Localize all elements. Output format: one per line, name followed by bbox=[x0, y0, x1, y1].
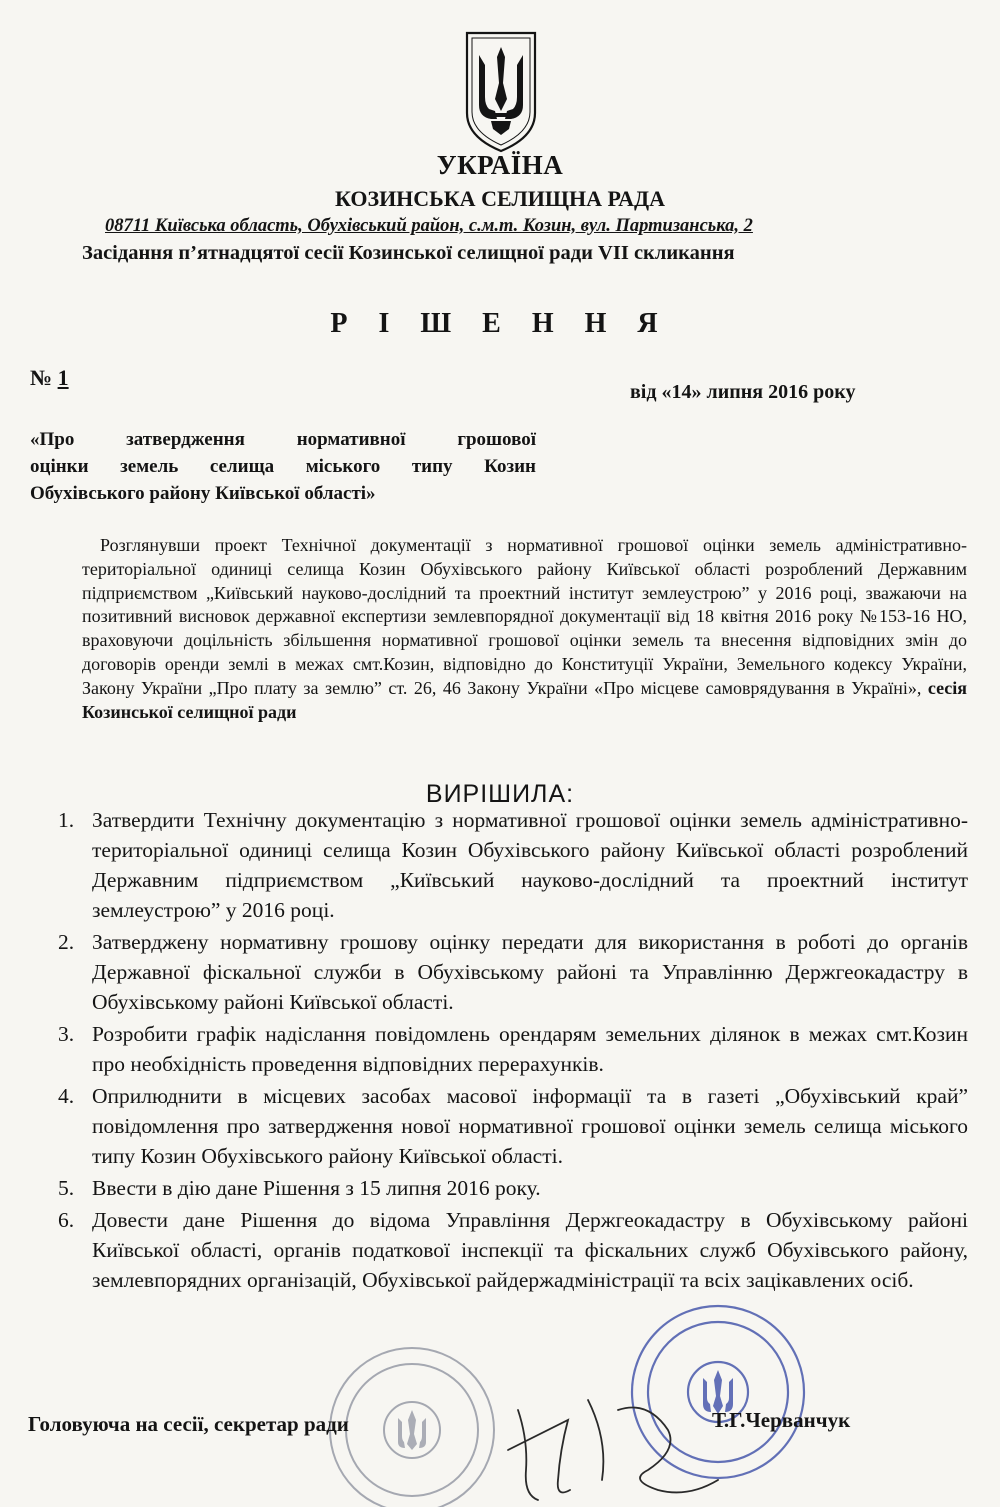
decision-number bbox=[30, 365, 69, 391]
preamble-bold-tail: сесія Козинської селищної ради bbox=[82, 677, 968, 722]
subject-line-3: Обухівського району Київської області» bbox=[30, 483, 376, 504]
resolution-item bbox=[58, 1205, 968, 1295]
subject-line-2: оцінки земель селища міського типу Козин bbox=[30, 456, 536, 477]
resolution-item bbox=[58, 1081, 968, 1171]
resolution-item bbox=[58, 1173, 968, 1203]
resolution-items bbox=[58, 805, 968, 1297]
item-number: 4. bbox=[58, 1084, 75, 1108]
preamble-text: Розглянувши проект Технічної документації з нормативної грошової оцінки земель адміністративно-територіальної одиниці селища Козин Обухівського району Київської області розроблений Державним підприємством „Київський науково-дослідний та проектний інститут землеустрою” у 2016 році, зважаючи на позитивний висновок державної експертизи землевпорядної документації від 18 квітня 2016 року №153-16 НО, враховуючи доцільність збільшення нормативної грошової оцінки земель та внесення відповідних змін до договорів оренди землі в межах смт.Козин, відповідно до Конституції України, Земельного кодексу України, Закону України „Про плату за землю” ст. 26, 46 Закону України «Про місцеве самоврядування в Україні», bbox=[82, 535, 967, 698]
signatory-name: Т.Г.Черванчук bbox=[712, 1408, 851, 1432]
country-title: УКРАЇНА bbox=[436, 150, 564, 180]
item-number: 6. bbox=[58, 1208, 75, 1232]
subject-line-1: «Про затвердження нормативної грошової bbox=[30, 429, 536, 450]
number-value: 1 bbox=[57, 365, 69, 390]
decision-subject bbox=[30, 426, 536, 507]
item-text: Довести дане Рішення до відома Управління Держгеокадастру в Обухівському районі Київської області, органів податкової інспекції та фіскальних служб Обухівського району, землевпорядних організацій, Обухівської райдержадміністрації та всіх зацікавлених осіб. bbox=[92, 1208, 968, 1292]
resolved-heading: ВИРІШИЛА: bbox=[425, 780, 575, 808]
resolution-item bbox=[58, 927, 968, 1017]
item-number: 3. bbox=[58, 1022, 75, 1046]
item-text: Затвердити Технічну документацію з нормативної грошової оцінки земель адміністративно-територіальної одиниці селища Козин Обухівського району Київської області розроблений Державним підприємством „Київський науково-дослідний та проектний інститут землеустрою” у 2016 році. bbox=[92, 808, 968, 922]
item-number: 5. bbox=[58, 1176, 75, 1200]
council-title: КОЗИНСЬКА СЕЛИЩНА РАДА bbox=[334, 186, 666, 211]
number-label: № bbox=[30, 365, 53, 390]
resolution-item bbox=[58, 1019, 968, 1079]
resolution-item bbox=[58, 805, 968, 925]
council-address: 08711 Київська область, Обухівський район, с.м.т. Козин, вул. Партизанська, 2 bbox=[105, 216, 753, 236]
preamble-paragraph bbox=[82, 534, 967, 724]
document-type-title: Р І Ш Е Н Н Я bbox=[330, 308, 670, 339]
item-text: Ввести в дію дане Рішення з 15 липня 2016 року. bbox=[92, 1176, 541, 1200]
item-text: Затверджену нормативну грошову оцінку передати для використання в роботі до органів Державної фіскальної служби в Обухівському районі та Управлінню Держгеокадастру в Обухівському районі Київської області. bbox=[92, 930, 968, 1014]
item-number: 2. bbox=[58, 930, 75, 954]
signatory-position: Головуюча на сесії, секретар ради bbox=[28, 1412, 349, 1436]
decision-date: від «14» липня 2016 року bbox=[630, 381, 856, 403]
item-text: Розробити графік надіслання повідомлень орендарям земельних ділянок в межах смт.Козин про необхідність проведення відповідних перерахунків. bbox=[92, 1022, 968, 1076]
coat-of-arms-icon bbox=[461, 25, 541, 155]
session-title: Засідання п’ятнадцятої сесії Козинської селищної ради VII скликання bbox=[82, 242, 735, 264]
item-number: 1. bbox=[58, 808, 75, 832]
signature-scribble bbox=[498, 1380, 728, 1507]
item-text: Оприлюднити в місцевих засобах масової інформації та в газеті „Обухівський край” повідомлення про затвердження нової нормативної грошової оцінки земель селища міського типу Козин Обухівського району Київської області. bbox=[92, 1084, 968, 1168]
